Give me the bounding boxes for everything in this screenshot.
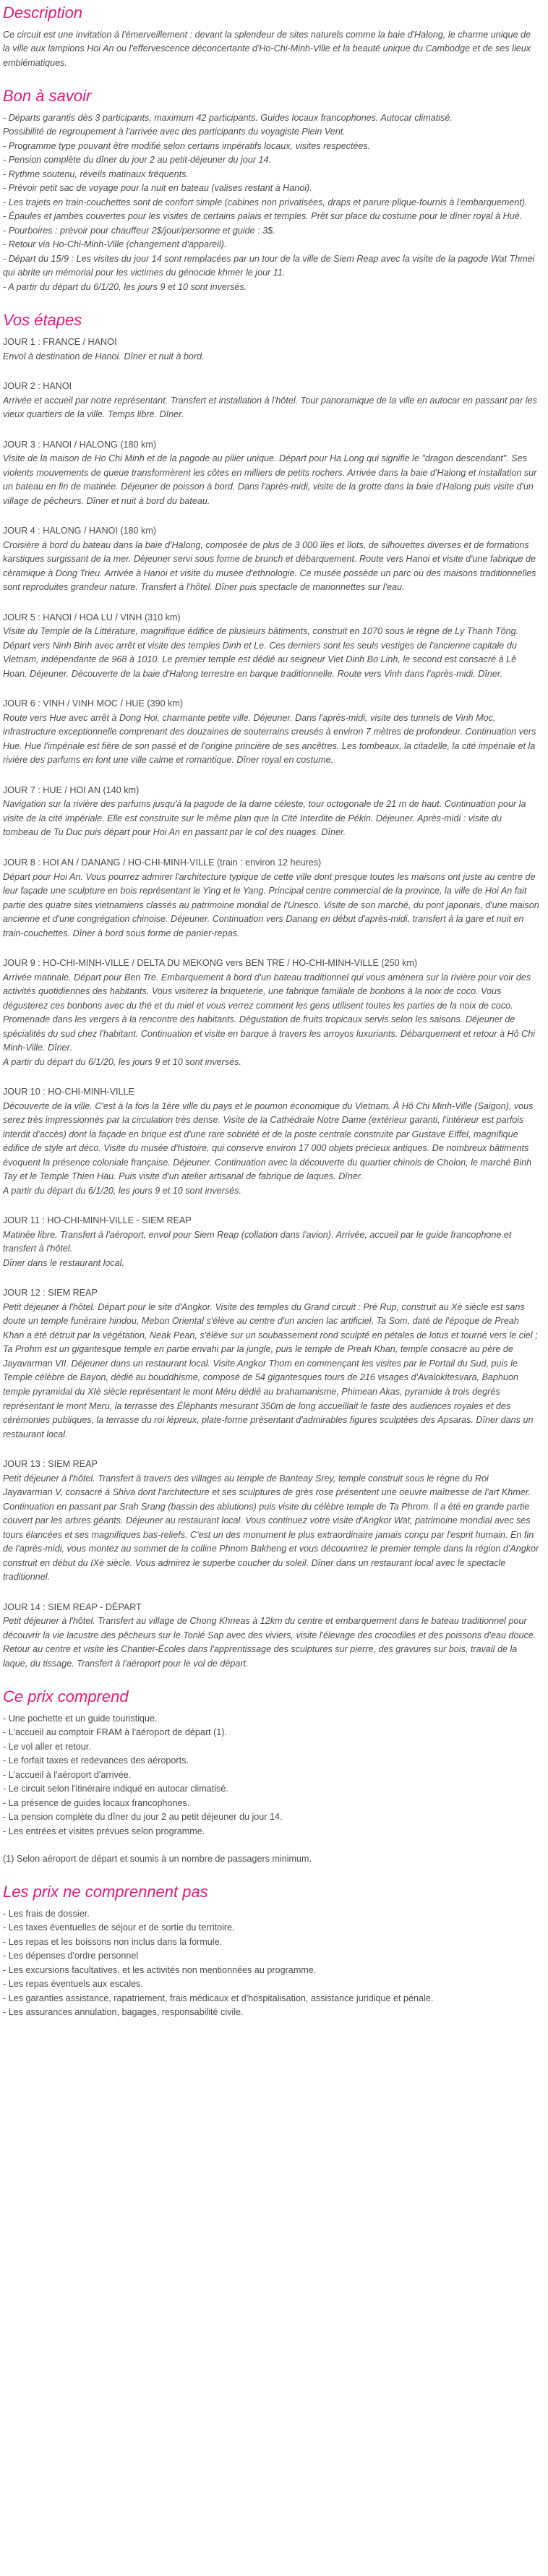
- description-text: Ce circuit est une invitation à l'émerveillement : devant la splendeur de sites naturels comme la baie d'Halong, le charme unique de la ville aux lampions Hoi An ou l'effervescence déconcertante d'Ho-Chi-Minh-Ville et la beauté unique du Cambodge et de ses lieux emblématiques.: [3, 29, 531, 68]
- bon-a-savoir-section: [3, 86, 539, 294]
- day-1: [3, 335, 539, 364]
- list-item: - Pourboires : prévoir pour chauffeur 2$/jour/personne et guide : 3$.: [3, 225, 275, 236]
- list-item: - Départs garantis dès 3 participants, maximum 42 participants. Guides locaux francophones. Autocar climatisé.: [3, 112, 453, 123]
- list-item: - Une pochette et un guide touristique.: [3, 1713, 158, 1724]
- day-text: Route vers Hue avec arrêt à Dong Hoi, charmante petite ville. Déjeuner. Dans l'après-midi, visite des tunnels de Vinh Moc, infrastructure exceptionnelle comprenant des douzaines de souterrains creusés à environ 7 mètres de profondeur. Continuation vers Hue. Hue l'impériale est fière de son passé et de l'origine princière de ses ancêtres. Les tombeaux, la citadelle, la cité impériale et la rivière des parfums en font une ville calme et romantique. Dîner royal en costume.: [3, 712, 536, 766]
- list-item: Possibilité de regroupement à l'arrivée avec des participants du voyagiste Plein Vent.: [3, 127, 346, 137]
- list-item: - Les repas et les boissons non inclus dans la formule.: [3, 1936, 223, 1947]
- list-item: - Pension complète du dîner du jour 2 au petit-déjeuner du jour 14.: [3, 155, 272, 166]
- day-title: JOUR 4 : HALONG / HANOI (180 km): [3, 526, 157, 536]
- list-item: - Rythme soutenu, réveils matinaux fréquents.: [3, 168, 189, 179]
- day-text: Envol à destination de Hanoi. Dîner et nuit à bord.: [3, 351, 205, 361]
- day-title: JOUR 5 : HANOI / HOA LU / VINH (310 km): [3, 612, 181, 622]
- day-6: [3, 697, 539, 768]
- prix-ne-comprennent-pas-title: Les prix ne comprennent pas: [3, 1883, 208, 1901]
- bon-a-savoir-title: Bon à savoir: [3, 87, 92, 106]
- day-title: JOUR 3 : HANOI / HALONG (180 km): [3, 439, 157, 450]
- list-item: - Les trajets en train-couchettes sont de confort simple (cabines non privatisées, draps et parure plique-fournis à l'embarquement).: [3, 197, 528, 207]
- prix-comprend-section: [3, 1687, 539, 1866]
- day-13: [3, 1458, 539, 1585]
- list-item: - La pension complète du dîner du jour 2 au petit déjeuner du jour 14.: [3, 1812, 283, 1823]
- list-item: - Épaules et jambes couvertes pour les visites de certains palais et temples. Prêt sur place du costume pour le dîner royal à Hué.: [3, 211, 523, 222]
- list-item: - Les excursions facultatives, et les activités non mentionnées au programme.: [3, 1964, 317, 1975]
- list-item: - Les entrées et visites prévues selon programme.: [3, 1826, 205, 1836]
- list-item: - Départ du 15/9 : Les visites du jour 14 sont remplacées par un tour de la ville de Siem Reap avec la visite de la pagode Wat Thmei qui abrite un mémorial pour les victimes du génocide khmer le jour 11.: [3, 253, 535, 278]
- list-item: - Les dépenses d'ordre personnel: [3, 1951, 139, 1961]
- day-text: Petit déjeuner à l'hôtel. Transfert à travers des villages au temple de Banteay Srey, temple construit sous le règne du Roi Jayavarman V, consacré à Shiva dont l'architecture et ses sculptures de grès rose présentent une oeuvre maîtresse de l'art Khmer. Continuation en passant par Srah Srang (bassin des ablutions) puis visite du célèbre temple de Ta Phrom. Il a été en grande partie couvert par les arbres géants. Déjeuner au restaurant local. Vous continuez votre visite d'Angkor Wat, patrimoine mondial avec ses tours élancées et ses magnifiques bas-reliefs. C'est un des monument le plus extraordinaire jamais conçu par l'esprit humain. En fin de l'après-midi, vous montez au sommet de la colline Phnom Bakheng et vous découvrirez le premier temple dans la région d'Angkor construit en début du IXè siècle. Vous admirez le superbe coucher du soleil. Dîner dans un restaurant local avec le spectacle traditionnel.: [3, 1473, 539, 1583]
- day-4: [3, 524, 539, 595]
- day-title: JOUR 12 : SIEM REAP: [3, 1288, 98, 1298]
- list-item: - L'accueil à l'aéroport d'arrivée.: [3, 1769, 132, 1780]
- list-item: - Les assurances annulation, bagages, responsabilité civile.: [3, 2007, 244, 2018]
- day-title: JOUR 10 : HO-CHI-MINH-VILLE: [3, 1087, 134, 1097]
- day-text: Visite du Temple de la Littérature, magnifique édifice de plusieurs bâtiments, construit en 1070 sous le règne de Ly Thanh Tông. Départ vers Ninh Binh avec arrêt et visite des temples Dinh et Le. Ces derniers sont les seuls vestiges de l'ancienne capitale du Vietnam, indépendante de 968 à 1010. Le premier temple est dédié au seigneur Viet Dinh Bo Linh, le second est consacré à Lê Hoan. Déjeuner. Découverte de la baie d'Halong terrestre en barque traditionnelle. Route vers Vinh dans l'après-midi. Dîner.: [3, 626, 519, 679]
- day-title: JOUR 8 : HOI AN / DANANG / HO-CHI-MINH-VILLE (train : environ 12 heures): [3, 857, 322, 868]
- day-11: [3, 1214, 539, 1270]
- day-12: [3, 1286, 539, 1442]
- prix-comprend-list: [3, 1712, 539, 1839]
- day-title: JOUR 14 : SIEM REAP - DÉPART: [3, 1601, 142, 1612]
- day-text: Départ pour Hoi An. Vous pourrez admirer l'architecture typique de cette ville dont presque toutes les maisons ont juste au centre de leur façade une sculpture en bois représentant le Ying et le Yang. Principal centre commercial de la province, la ville de Hoi An fait partie des quatre sites vietnamiens classés au patrimoine mondial de l'Unesco. Visite de son marché, du pont japonais, d'une maison ancienne et d'une congrégation chinoise. Déjeuner. Continuation vers Danang en début d'après-midi, transfert à la gare et nuit en train-couchettes. Dîner à bord sous forme de panier-repas.: [3, 871, 539, 938]
- etapes-section: [3, 310, 539, 1671]
- prix-ne-comprennent-pas-list: [3, 1907, 539, 2020]
- day-text: Petit déjeuner à l'hôtel. Transfert au village de Chong Khneas à 12km du centre et embarquement dans le bateau traditionnel pour découvrir la vie lacustre des pêcheurs sur le Tonlé Sap avec des viviers, visite l'élevage des crocodiles et des poissons d'eau douce. Retour au centre et visite les Chantier-Écoles dans l'apprentissage des sculptures sur pierre, des gravures sur bois, travail de la laque, du tissage. Transfert à l'aéroport pour le vol de départ.: [3, 1616, 536, 1669]
- day-9: [3, 957, 539, 1069]
- day-text: Matinée libre. Transfert à l'aéroport, envol pour Siem Reap (collation dans l'avion). Arrivée, accueil par le guide francophone et transfert à l'hôtel. Dîner dans le restaurant local.: [3, 1229, 512, 1268]
- day-title: JOUR 6 : VINH / VINH MOC / HUE (390 km): [3, 698, 184, 709]
- prix-comprend-note: (1) Selon aéroport de départ et soumis à un nombre de passagers minimum.: [3, 1853, 312, 1864]
- list-item: - Prévoir petit sac de voyage pour la nuit en bateau (valises restant à Hanoi).: [3, 183, 312, 194]
- prix-comprend-title: Ce prix comprend: [3, 1687, 129, 1706]
- day-10: [3, 1085, 539, 1198]
- day-text: Arrivée et accueil par notre représentant. Transfert et installation à l'hôtel. Tour panoramique de la ville en autocar en passant par les vieux quartiers de la ville. Temps libre. Dîner.: [3, 395, 537, 420]
- day-5: [3, 611, 539, 682]
- day-title: JOUR 11 : HO-CHI-MINH-VILLE - SIEM REAP: [3, 1215, 192, 1226]
- list-item: - L'accueil au comptoir FRAM à l'aéroport de départ (1).: [3, 1727, 227, 1738]
- day-title: JOUR 1 : FRANCE / HANOI: [3, 337, 117, 348]
- day-note: A partir du départ du 6/1/20, les jours 9 et 10 sont inversés.: [3, 1185, 241, 1196]
- description-title: Description: [3, 4, 83, 22]
- list-item: - A partir du départ du 6/1/20, les jours 9 et 10 sont inversés.: [3, 281, 247, 292]
- list-item: - La présence de guides locaux francophones.: [3, 1797, 190, 1808]
- list-item: - Retour via Ho-Chi-Minh-Ville (changement d'appareil).: [3, 239, 227, 250]
- day-title: JOUR 2 : HANOI: [3, 381, 72, 392]
- day-title: JOUR 9 : HO-CHI-MINH-VILLE / DELTA DU MEKONG vers BEN TRE / HO-CHI-MINH-VILLE (250 km): [3, 958, 418, 969]
- etapes-title: Vos étapes: [3, 311, 82, 330]
- day-title: JOUR 13 : SIEM REAP: [3, 1459, 98, 1470]
- list-item: - Les taxes éventuelles de séjour et de sortie du territoire.: [3, 1922, 235, 1933]
- prix-ne-comprennent-pas-section: [3, 1882, 539, 2020]
- day-14: [3, 1601, 539, 1672]
- bon-a-savoir-list: [3, 111, 539, 295]
- list-item: - Programme type pouvant être modifié selon certains impératifs locaux, visites respectées.: [3, 140, 371, 151]
- list-item: - Le forfait taxes et redevances des aéroports.: [3, 1755, 189, 1766]
- day-8: [3, 856, 539, 941]
- list-item: - Le circuit selon l'itinéraire indiqué en autocar climatisé.: [3, 1784, 228, 1794]
- day-note: A partir du départ du 6/1/20, les jours 9 et 10 sont inversés.: [3, 1056, 241, 1067]
- day-title: JOUR 7 : HUE / HOI AN (140 km): [3, 784, 140, 795]
- day-text: Visite de la maison de Ho Chi Minh et de la pagode au pilier unique. Départ pour Ha Long qui signifie le "dragon descendant". Ses violents mouvements de queue transformèrent les côtes en milliers de petits rochers. Arrivée dans la baie d'Halong et installation sur un bateau en fin de matinée. Déjeuner de poisson à bord. Dans l'après-midi, visite de la grotte dans la baie d'Halong puis visite d'un village de pêcheurs. Dîner et nuit à bord du bateau.: [3, 453, 537, 506]
- list-item: - Les frais de dossier.: [3, 1908, 90, 1919]
- day-text: Arrivée matinale. Départ pour Ben Tre. Embarquement à bord d'un bateau traditionnel qui vous amènera sur la rivière pour voir des activités quotidiennes des habitants. Vous visiterez la briqueterie, une fabrique familiale de bonbons à la noix de coco. Vous dégusterez ces bonbons avec du thé et du miel et vous verrez comment les gens utilisent toutes les parties de la noix de coco. Promenade dans les vergers à la rencontre des habitants. Dégustation de fruits tropicaux servis selon les saisons. Déjeuner de spécialités du sud chez l'habitant. Continuation et visite en barque à travers les arroyos luxuriants. Débarquement et retour à Hô Chi Minh-Ville. Dîner.: [3, 972, 536, 1053]
- list-item: - Les garanties assistance, rapatriement, frais médicaux et d'hospitalisation, assistance juridique et pénale.: [3, 1993, 434, 2003]
- day-2: [3, 380, 539, 422]
- page: [0, 3, 545, 2020]
- day-text: Découverte de la ville. C'est à la fois la 1ère ville du pays et le poumon économique du Vietnam. À Hô Chi Minh-Ville (Saigon), vous serez très impressionnés par la circulation très dense. Visite de la Cathédrale Notre Dame (extérieur garanti, l'intérieur est parfois interdit d'accès) dont la façade en brique est d'une rare sobriété et de la poste centrale construite par Gustave Eiffel, magnifique édifice de style art déco. Visite du musée d'histoire, qui conserve environ 17 000 objets précieux antiques. De nombreux bâtiments évoquent la présence coloniale française. Déjeuner. Continuation avec la découverte du quartier chinois de Cholon, le marché Binh Tay et le Temple Thien Hau. Puis visite d'un atelier artisanal de fabrique de laques. Dîner.: [3, 1100, 534, 1182]
- list-item: - Le vol aller et retour.: [3, 1741, 91, 1752]
- day-text: Petit déjeuner à l'hôtel. Départ pour le site d'Angkor. Visite des temples du Grand circuit : Pré Rup, construit au Xè siècle est sans doute un temple funéraire hindou, Mebon Oriental s'élève au centre d'un ancien lac artificiel, Ta Som, daté de l'époque de Preah Khan a été détruit par la végétation, Neak Pean, s'élève sur un soubassement rond sculpté en pétales de lotus et tourné vers le ciel ; Ta Prohm est un gigantesque temple en partie envahi par la jungle, puis le temple de Preah Khan, temple consacré au père de Jayavarman VII. Déjeuner dans un restaurant local. Visite Angkor Thom en commençant les visites par le Portail du Sud, puis le Temple célèbre de Bayon, dédié au bouddhisme, composé de 54 gigantesques tours de 216 visages d'Avalokitesvara, Baphuon temple pyramidal du XIè siècle représentant le mont Méru dédié au brahamanisme, Phimean Akas, pyramide à trois degrés représentant le mont Meru, la terrasse des Éléphants mesurant 350m de long accueillait le faste des audiences royales et des cérémonies publiques, la terrasse du roi lépreux, plate-forme présentant d'admirables figures sculptées des Apsaras. Dîner dans un restaurant local.: [3, 1301, 538, 1439]
- description-section: [3, 3, 539, 70]
- day-text: Navigation sur la rivière des parfums jusqu'à la pagode de la dame céleste, tour octogonale de 21 m de haut. Continuation pour la visite de la cité impériale. Elle est construite sur le même plan que la Cité Interdite de Pékin. Déjeuner. Après-midi : visite du tombeau de Tu Duc puis départ pour Hoi An en passant par le col des nuages. Dîner.: [3, 799, 526, 838]
- day-text: Croisière à bord du bateau dans la baie d'Halong, composée de plus de 3 000 îles et îlots, de silhouettes diverses et de formations karstiques surgissant de la mer. Déjeuner servi sous forme de brunch et débarquement. Route vers Hanoi et visite d'une fabrique de céramique à Dong Trieu. Arrivée à Hanoi et visite du musée d'ethnologie. Ce musée possède un parc où des maisons traditionnelles sont reproduites grandeur nature. Transfert à l'hôtel. Dîner puis spectacle de marionnettes sur l'eau.: [3, 539, 536, 593]
- day-3: [3, 438, 539, 509]
- day-7: [3, 784, 539, 840]
- list-item: - Les repas éventuels aux escales.: [3, 1979, 143, 1990]
